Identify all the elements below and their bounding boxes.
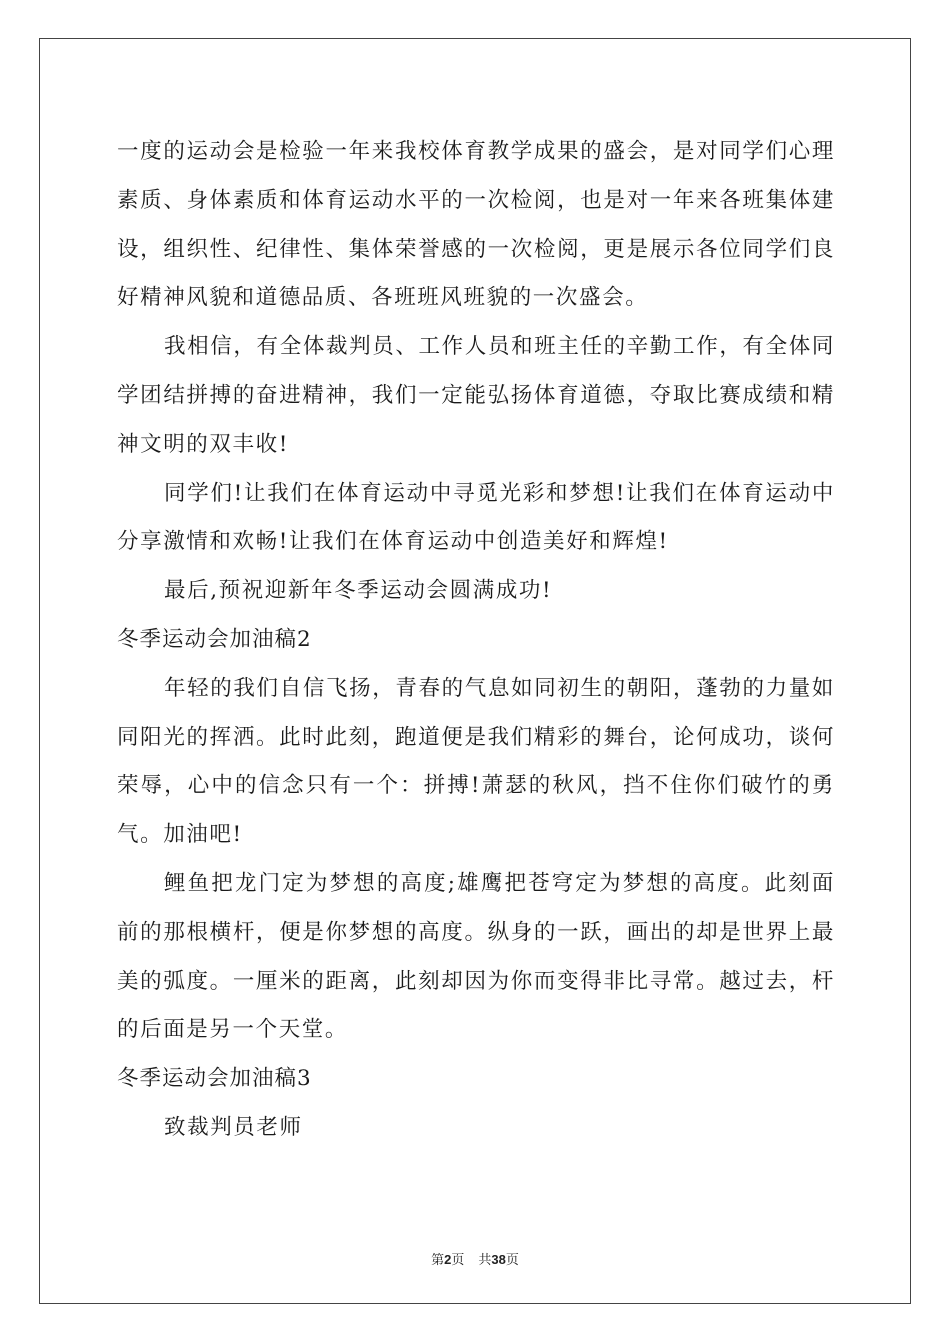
page-footer	[0, 1249, 950, 1268]
paragraph: 同学们!让我们在体育运动中寻觅光彩和梦想!让我们在体育运动中分享激情和欢畅!让我们在体育运动中创造美好和辉煌!	[117, 480, 835, 555]
page-number: 2	[444, 1252, 452, 1267]
section-heading: 冬季运动会加油稿3	[117, 1066, 312, 1092]
paragraph: 致裁判员老师	[164, 1114, 303, 1140]
total-prefix: 共	[478, 1253, 492, 1268]
paragraph: 最后,预祝迎新年冬季运动会圆满成功!	[164, 578, 553, 604]
total-pages: 38	[491, 1252, 506, 1267]
paragraph: 年轻的我们自信飞扬，青春的气息如同初生的朝阳，蓬勃的力量如同阳光的挥洒。此时此刻，跑道便是我们精彩的舞台，论何成功，谈何荣辱，心中的信念只有一个：拼搏!萧瑟的秋风，挡不住你们破竹的勇气。加油吧!	[117, 675, 835, 848]
paragraph: 一度的运动会是检验一年来我校体育教学成果的盛会，是对同学们心理素质、身体素质和体育运动水平的一次检阅，也是对一年来各班集体建设，组织性、纪律性、集体荣誉感的一次检阅，更是展示各位同学们良好精神风貌和道德品质、各班班风班貌的一次盛会。	[117, 139, 835, 311]
document-body	[117, 128, 835, 1153]
total-suffix: 页	[505, 1253, 519, 1268]
page-prefix: 第	[431, 1253, 445, 1268]
page-suffix: 页	[451, 1253, 465, 1268]
section-heading: 冬季运动会加油稿2	[117, 626, 312, 652]
paragraph: 我相信，有全体裁判员、工作人员和班主任的辛勤工作，有全体同学团结拼搏的奋进精神，我们一定能弘扬体育道德，夺取比赛成绩和精神文明的双丰收!	[117, 334, 835, 457]
paragraph: 鲤鱼把龙门定为梦想的高度;雄鹰把苍穹定为梦想的高度。此刻面前的那根横杆，便是你梦想的高度。纵身的一跃，画出的却是世界上最美的弧度。一厘米的距离，此刻却因为你而变得非比寻常。越过去，杆的后面是另一个天堂。	[117, 870, 835, 1043]
